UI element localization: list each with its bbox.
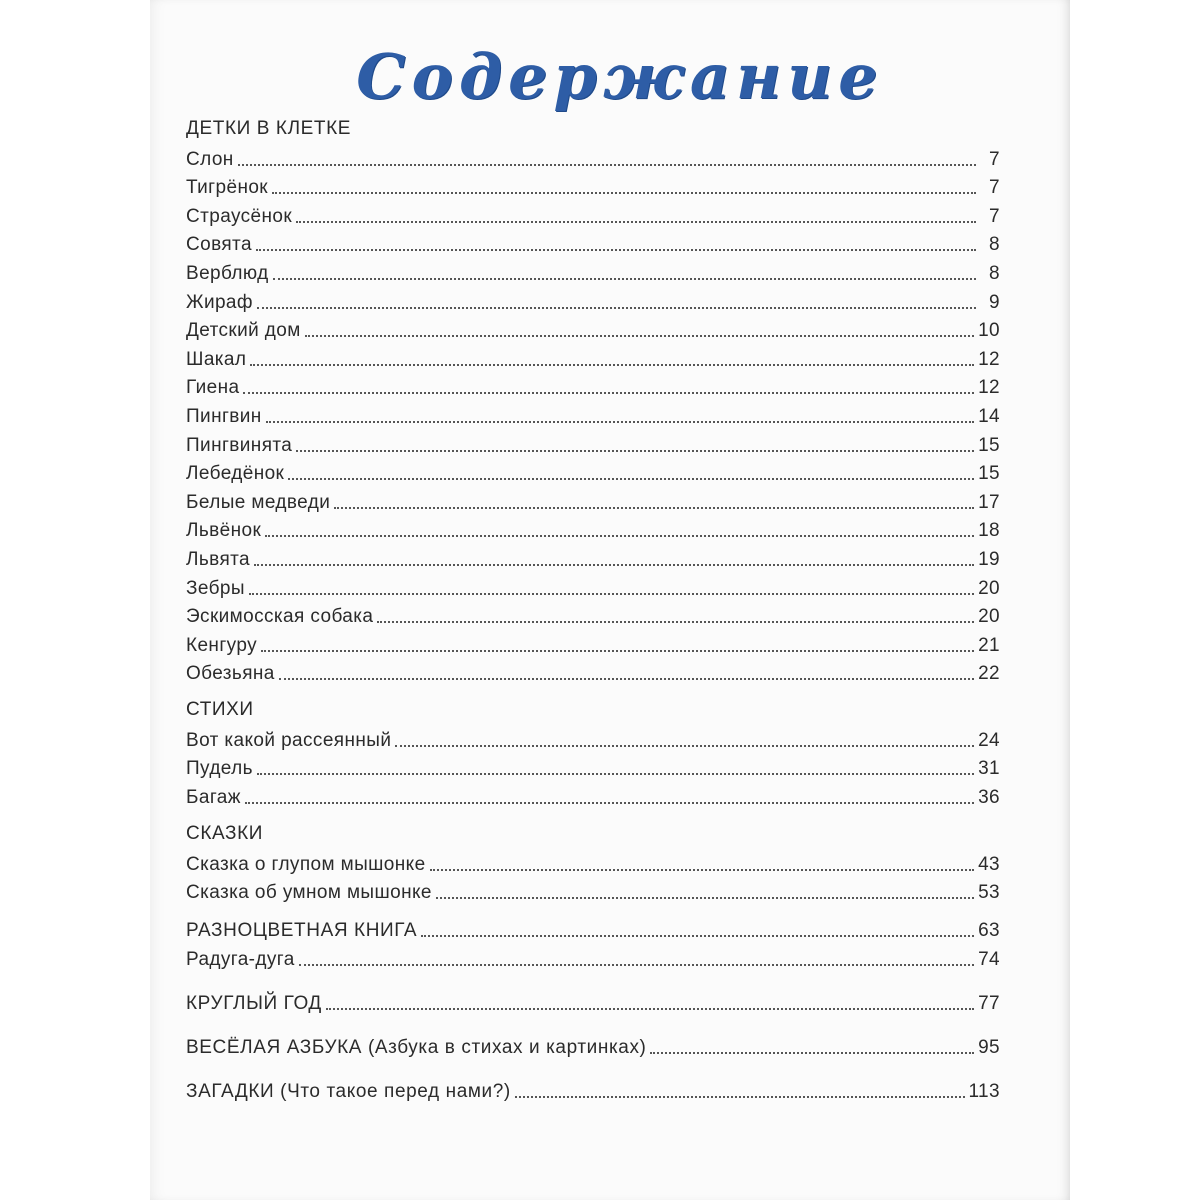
entry-page: 15 bbox=[978, 434, 1000, 456]
entry-title: Слон bbox=[186, 148, 234, 170]
entry-page: 7 bbox=[989, 148, 1000, 170]
entry-page: 74 bbox=[978, 948, 1000, 970]
entry-page: 43 bbox=[978, 853, 1000, 875]
entry-title: Эскимосская собака bbox=[186, 606, 374, 628]
dot-leader bbox=[254, 564, 974, 566]
dot-leader bbox=[279, 678, 974, 680]
entry-page: 9 bbox=[989, 291, 1000, 313]
dot-leader bbox=[421, 935, 974, 937]
entry-page: 8 bbox=[989, 234, 1000, 256]
entry-title: Шакал bbox=[186, 348, 247, 370]
entry-page: 77 bbox=[978, 992, 1000, 1014]
toc-entry bbox=[186, 399, 1000, 428]
dot-leader bbox=[326, 1008, 974, 1010]
dot-leader bbox=[436, 897, 974, 899]
section-spacer bbox=[186, 1015, 1000, 1027]
dot-leader bbox=[265, 535, 974, 537]
entry-page: 14 bbox=[978, 405, 1000, 427]
entry-page: 63 bbox=[978, 920, 1000, 942]
entry-title: Пингвин bbox=[186, 405, 262, 427]
entry-title: Кенгуру bbox=[186, 634, 257, 656]
entry-title: Сказка об умном мышонке bbox=[186, 882, 432, 904]
dot-leader bbox=[377, 621, 974, 623]
toc-entry bbox=[186, 228, 1000, 257]
dot-leader bbox=[288, 478, 974, 480]
toc-entry-raznocvetnaya bbox=[186, 910, 1000, 942]
entry-title: Зебры bbox=[186, 577, 245, 599]
toc-entry bbox=[186, 485, 1000, 514]
section-spacer bbox=[186, 685, 1000, 697]
dot-leader bbox=[245, 802, 974, 804]
toc-entry bbox=[186, 514, 1000, 543]
section-heading: СКАЗКИ bbox=[186, 823, 264, 845]
toc-entry bbox=[186, 428, 1000, 457]
table-of-contents bbox=[186, 116, 1000, 1103]
toc-entry bbox=[186, 199, 1000, 228]
dot-leader bbox=[273, 278, 976, 280]
dot-leader bbox=[305, 335, 974, 337]
section-heading: ДЕТКИ В КЛЕТКЕ bbox=[186, 118, 352, 139]
toc-entry bbox=[186, 942, 1000, 971]
dot-leader bbox=[272, 192, 976, 194]
entry-title: Жираф bbox=[186, 291, 253, 313]
entry-page: 15 bbox=[978, 463, 1000, 485]
section-spacer bbox=[186, 809, 1000, 821]
entry-title: Пудель bbox=[186, 758, 253, 780]
dot-leader bbox=[650, 1052, 974, 1054]
dot-leader bbox=[250, 364, 974, 366]
toc-entry bbox=[186, 342, 1000, 371]
dot-leader bbox=[515, 1096, 965, 1098]
dot-leader bbox=[299, 964, 974, 966]
entry-page: 20 bbox=[978, 606, 1000, 628]
entry-title: КРУГЛЫЙ ГОД bbox=[186, 992, 322, 1014]
entry-title: Львята bbox=[186, 548, 250, 570]
entry-page: 7 bbox=[989, 177, 1000, 199]
dot-leader bbox=[334, 507, 974, 509]
dot-leader bbox=[249, 593, 974, 595]
dot-leader bbox=[261, 650, 974, 652]
toc-entry bbox=[186, 780, 1000, 809]
entry-title: Львёнок bbox=[186, 520, 262, 542]
toc-entry bbox=[186, 542, 1000, 571]
toc-entry bbox=[186, 256, 1000, 285]
entry-page: 22 bbox=[978, 663, 1000, 685]
entry-page: 95 bbox=[978, 1036, 1000, 1058]
toc-section-stihi bbox=[186, 697, 1000, 809]
toc-entry bbox=[186, 142, 1000, 171]
entry-title: Страусёнок bbox=[186, 205, 293, 227]
toc-entry bbox=[186, 457, 1000, 486]
toc-entry bbox=[186, 752, 1000, 781]
toc-section-detki bbox=[186, 116, 1000, 685]
entry-page: 31 bbox=[978, 758, 1000, 780]
entry-title: Гиена bbox=[186, 377, 240, 399]
entry-page: 17 bbox=[978, 491, 1000, 513]
entry-title: Белые медведи bbox=[186, 491, 331, 513]
toc-entry bbox=[186, 171, 1000, 200]
entry-title: ЗАГАДКИ (Что такое перед нами?) bbox=[186, 1080, 511, 1102]
entry-page: 20 bbox=[978, 577, 1000, 599]
entry-page: 24 bbox=[978, 729, 1000, 751]
dot-leader bbox=[257, 307, 976, 309]
entry-page: 10 bbox=[978, 320, 1000, 342]
toc-entry bbox=[186, 314, 1000, 343]
toc-section-skazki bbox=[186, 821, 1000, 904]
toc-entry bbox=[186, 876, 1000, 905]
page-title: Содержание bbox=[356, 40, 884, 113]
entry-title: Пингвинята bbox=[186, 434, 293, 456]
dot-leader bbox=[257, 773, 974, 775]
toc-entry bbox=[186, 628, 1000, 657]
toc-entry bbox=[186, 600, 1000, 629]
entry-title: Багаж bbox=[186, 787, 241, 809]
entry-title: Лебедёнок bbox=[186, 463, 285, 485]
entry-title: Детский дом bbox=[186, 320, 301, 342]
entry-title: РАЗНОЦВЕТНАЯ КНИГА bbox=[186, 920, 418, 942]
toc-entry bbox=[186, 847, 1000, 876]
toc-entry bbox=[186, 285, 1000, 314]
entry-page: 19 bbox=[978, 548, 1000, 570]
entry-page: 21 bbox=[978, 634, 1000, 656]
section-spacer bbox=[186, 1059, 1000, 1071]
entry-page: 8 bbox=[989, 262, 1000, 284]
toc-entry-zagadki bbox=[186, 1071, 1000, 1103]
entry-title: ВЕСЁЛАЯ АЗБУКА (Азбука в стихах и картинках) bbox=[186, 1036, 647, 1058]
toc-entry-krugly-god bbox=[186, 983, 1000, 1015]
entry-page: 7 bbox=[989, 205, 1000, 227]
entry-title: Сказка о глупом мышонке bbox=[186, 853, 426, 875]
dot-leader bbox=[266, 421, 974, 423]
dot-leader bbox=[296, 450, 974, 452]
entry-page: 36 bbox=[978, 787, 1000, 809]
entry-title: Совята bbox=[186, 234, 252, 256]
entry-title: Верблюд bbox=[186, 262, 269, 284]
entry-page: 18 bbox=[978, 520, 1000, 542]
toc-entry bbox=[186, 571, 1000, 600]
entry-page: 53 bbox=[978, 882, 1000, 904]
entry-title: Вот какой рассеянный bbox=[186, 729, 392, 751]
section-spacer bbox=[186, 971, 1000, 983]
dot-leader bbox=[296, 221, 976, 223]
entry-title: Тигрёнок bbox=[186, 177, 269, 199]
dot-leader bbox=[243, 392, 974, 394]
entry-page: 12 bbox=[978, 377, 1000, 399]
toc-entry bbox=[186, 723, 1000, 752]
section-heading: СТИХИ bbox=[186, 699, 254, 721]
dot-leader bbox=[430, 869, 975, 871]
entry-page: 12 bbox=[978, 348, 1000, 370]
dot-leader bbox=[395, 745, 974, 747]
entry-title: Обезьяна bbox=[186, 663, 275, 685]
entry-title: Радуга-дуга bbox=[186, 948, 295, 970]
toc-entry-vesyolaya-azbuka bbox=[186, 1027, 1000, 1059]
entry-page: 113 bbox=[968, 1080, 1000, 1102]
toc-entry bbox=[186, 371, 1000, 400]
toc-entry bbox=[186, 657, 1000, 686]
dot-leader bbox=[256, 249, 976, 251]
dot-leader bbox=[238, 164, 976, 166]
